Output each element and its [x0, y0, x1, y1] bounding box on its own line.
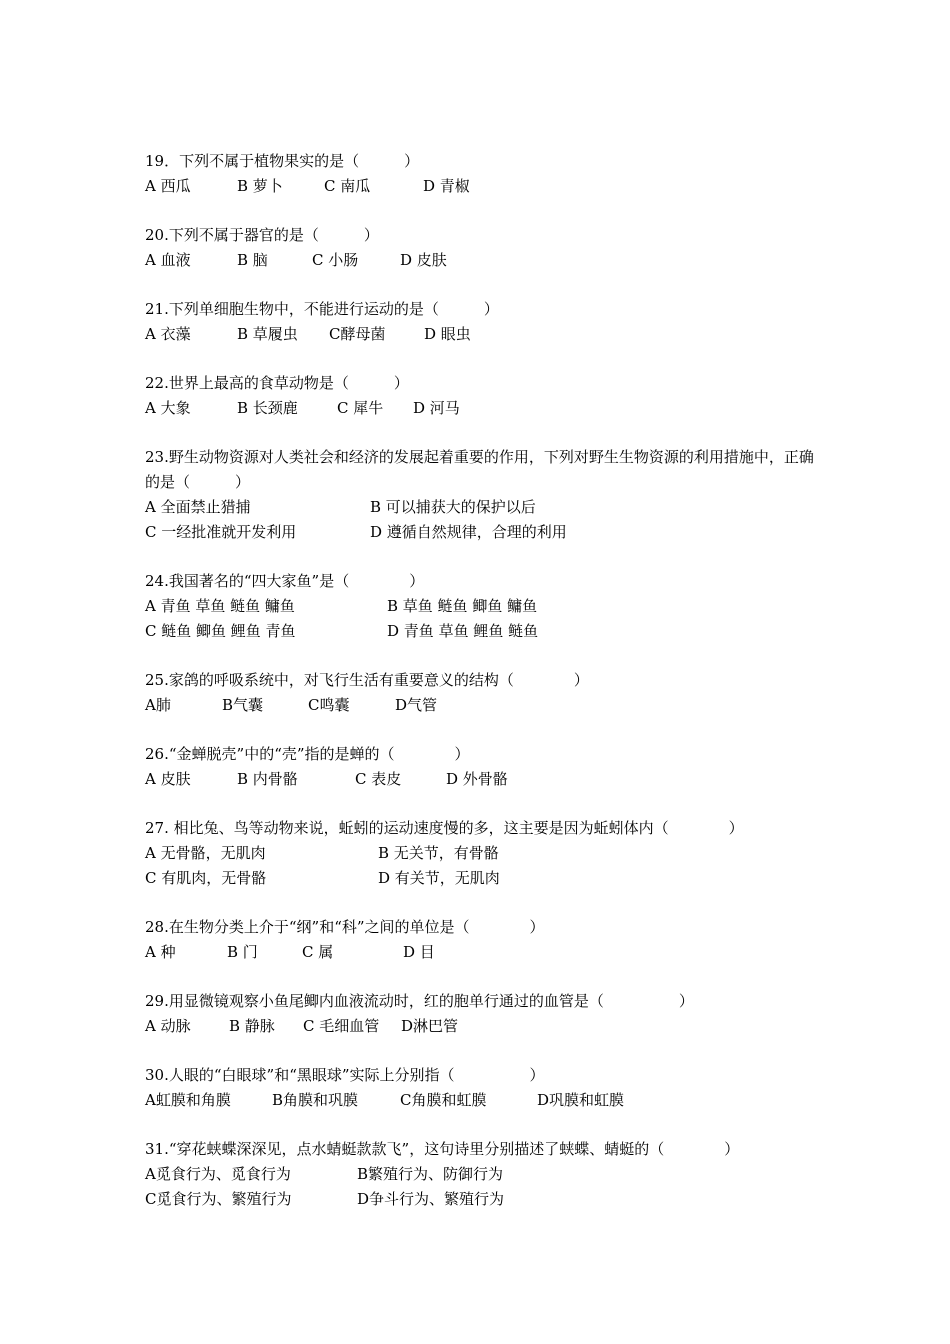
question-block — [145, 223, 825, 273]
options-row — [145, 841, 825, 866]
question-block — [145, 668, 825, 718]
answer-option: D 河马 — [413, 399, 460, 417]
answer-option: B 萝卜 — [237, 177, 283, 195]
options-row — [145, 866, 825, 891]
answer-option: A 无骨骼，无肌肉 — [145, 844, 266, 862]
answer-option: C鸣囊 — [308, 696, 350, 714]
answer-option: A 衣藻 — [145, 325, 191, 343]
answer-option: B 可以捕获大的保护以后 — [370, 498, 536, 516]
answer-option: D 皮肤 — [400, 251, 447, 269]
answer-option: D 眼虫 — [424, 325, 471, 343]
answer-option: B角膜和巩膜 — [272, 1091, 359, 1109]
question-block — [145, 742, 825, 792]
answer-option: A觅食行为、觅食行为 — [145, 1165, 291, 1183]
answer-option: A 西瓜 — [145, 177, 191, 195]
answer-option: D争斗行为、繁殖行为 — [357, 1190, 505, 1208]
question-stem: 27. 相比兔、鸟等动物来说，蚯蚓的运动速度慢的多，这主要是因为蚯蚓体内（ ） — [145, 819, 744, 837]
question-block — [145, 915, 825, 965]
question-block — [145, 445, 825, 545]
options-row — [145, 1162, 825, 1187]
question-stem: 22.世界上最高的食草动物是（ ） — [145, 374, 409, 392]
options-row — [145, 1187, 825, 1212]
answer-option: C酵母菌 — [329, 325, 386, 343]
answer-option: B 无关节，有骨骼 — [378, 844, 499, 862]
answer-option: B繁殖行为、防御行为 — [357, 1165, 504, 1183]
question-stem: 31.“穿花蛱蝶深深见，点水蜻蜓款款飞”，这句诗里分别描述了蛱蝶、蜻蜓的（ ） — [145, 1140, 740, 1158]
answer-option: B 草鱼 鲢鱼 鲫鱼 鳙鱼 — [387, 597, 538, 615]
answer-option: D 外骨骼 — [446, 770, 508, 788]
question-stem: 25.家鸽的呼吸系统中，对飞行生活有重要意义的结构（ ） — [145, 671, 589, 689]
question-block — [145, 569, 825, 644]
options-row — [145, 396, 825, 421]
answer-option: C 一经批准就开发利用 — [145, 523, 297, 541]
question-stem: 19．下列不属于植物果实的是（ ） — [145, 152, 420, 170]
answer-option: A 血液 — [145, 251, 191, 269]
question-stem: 29.用显微镜观察小鱼尾鲫内血液流动时，红的胞单行通过的血管是（ ） — [145, 992, 694, 1010]
answer-option: A肺 — [145, 696, 171, 714]
answer-option: A 青鱼 草鱼 鲢鱼 鳙鱼 — [145, 597, 295, 615]
options-row — [145, 248, 825, 273]
options-row — [145, 767, 825, 792]
answer-option: B气囊 — [222, 696, 264, 714]
answer-option: D 青鱼 草鱼 鲤鱼 鲢鱼 — [387, 622, 539, 640]
options-row — [145, 1014, 825, 1039]
answer-option: C觅食行为、繁殖行为 — [145, 1190, 292, 1208]
options-row — [145, 1088, 825, 1113]
options-row — [145, 322, 825, 347]
answer-option: B 脑 — [237, 251, 268, 269]
question-sheet — [145, 149, 825, 1236]
answer-option: B 门 — [227, 943, 258, 961]
question-stem: 23.野生动物资源对人类社会和经济的发展起着重要的作用，下列对野生生物资源的利用措施中，正确的是（ ） — [145, 448, 814, 491]
options-row — [145, 174, 825, 199]
question-stem: 24.我国著名的“四大家鱼”是（ ） — [145, 572, 425, 590]
answer-option: A 种 — [145, 943, 176, 961]
answer-option: C 鲢鱼 鲫鱼 鲤鱼 青鱼 — [145, 622, 296, 640]
answer-option: D 青椒 — [423, 177, 470, 195]
answer-option: B 长颈鹿 — [237, 399, 298, 417]
answer-option: C角膜和虹膜 — [400, 1091, 487, 1109]
question-stem: 26.“金蝉脱壳”中的“壳”指的是蝉的（ ） — [145, 745, 470, 763]
answer-option: D巩膜和虹膜 — [537, 1091, 625, 1109]
options-row — [145, 693, 825, 718]
answer-option: D 遵循自然规律，合理的利用 — [370, 523, 567, 541]
question-stem: 21.下列单细胞生物中，不能进行运动的是（ ） — [145, 300, 499, 318]
question-block — [145, 1137, 825, 1212]
answer-option: C 属 — [302, 943, 334, 961]
question-block — [145, 371, 825, 421]
answer-option: C 小肠 — [312, 251, 359, 269]
answer-option: B 静脉 — [229, 1017, 275, 1035]
answer-option: C 犀牛 — [337, 399, 384, 417]
answer-option: B 内骨骼 — [237, 770, 298, 788]
answer-option: A 全面禁止猎捕 — [145, 498, 251, 516]
answer-option: A 皮肤 — [145, 770, 191, 788]
question-block — [145, 297, 825, 347]
answer-option: D气管 — [395, 696, 438, 714]
answer-option: C 有肌肉，无骨骼 — [145, 869, 267, 887]
answer-option: C 毛细血管 — [303, 1017, 380, 1035]
answer-option: A虹膜和角膜 — [145, 1091, 231, 1109]
question-block — [145, 1063, 825, 1113]
answer-option: C 南瓜 — [324, 177, 371, 195]
options-row — [145, 520, 825, 545]
question-block — [145, 149, 825, 199]
question-block — [145, 989, 825, 1039]
options-row — [145, 619, 825, 644]
question-block — [145, 816, 825, 891]
answer-option: D 目 — [403, 943, 435, 961]
question-stem: 30.人眼的“白眼球”和“黑眼球”实际上分别指（ ） — [145, 1066, 545, 1084]
options-row — [145, 495, 825, 520]
answer-option: D 有关节，无肌肉 — [378, 869, 500, 887]
answer-option: C 表皮 — [355, 770, 402, 788]
answer-option: A 动脉 — [145, 1017, 191, 1035]
answer-option: B 草履虫 — [237, 325, 298, 343]
answer-option: D淋巴管 — [401, 1017, 459, 1035]
options-row — [145, 940, 825, 965]
question-stem: 28.在生物分类上介于“纲”和“科”之间的单位是（ ） — [145, 918, 545, 936]
options-row — [145, 594, 825, 619]
answer-option: A 大象 — [145, 399, 191, 417]
question-stem: 20.下列不属于器官的是（ ） — [145, 226, 379, 244]
